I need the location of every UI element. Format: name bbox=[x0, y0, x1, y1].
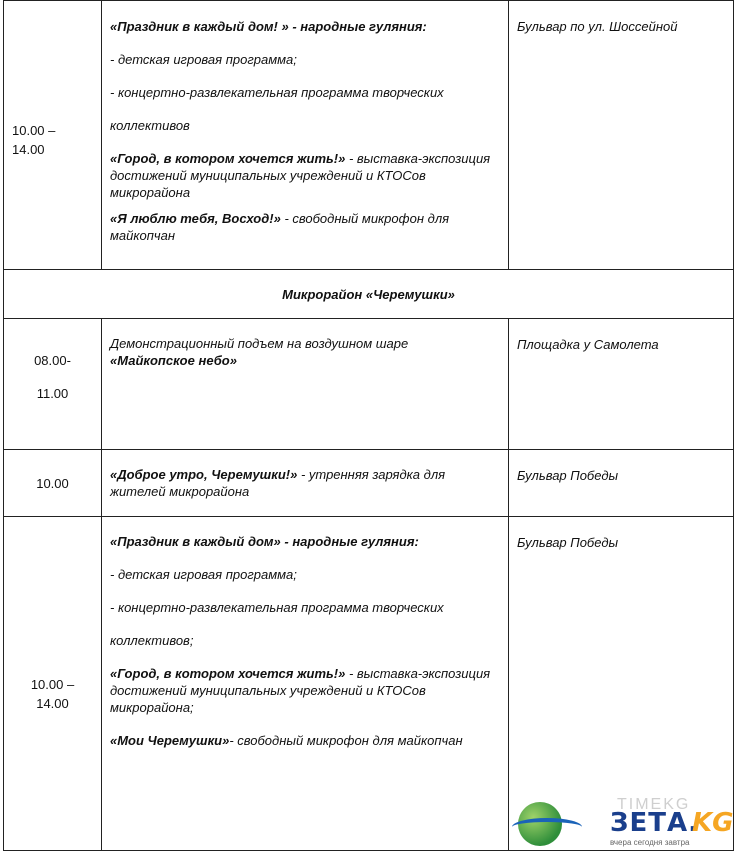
event-cell bbox=[102, 319, 509, 450]
event-title: «Город, в котором хочется жить!» bbox=[110, 151, 346, 166]
brand-suffix: KG bbox=[692, 808, 734, 838]
event-desc: - выставка-экспозиция достижений муниципальных учреждений и КТОСов микрорайона bbox=[110, 151, 491, 200]
event-title: «Я люблю тебя, Восход!» bbox=[110, 211, 281, 226]
schedule-row bbox=[4, 319, 734, 450]
brand-tagline: вчера сегодня завтра bbox=[610, 838, 690, 847]
section-row bbox=[4, 270, 734, 319]
schedule-row bbox=[4, 450, 734, 517]
event-line: коллективов; bbox=[110, 633, 194, 648]
ghost-watermark-text: TIMEKG bbox=[617, 796, 691, 813]
event-cell bbox=[102, 517, 509, 851]
event-cell bbox=[102, 450, 509, 517]
place-cell: Бульвар по ул. Шоссейной bbox=[509, 1, 734, 270]
event-title: «Праздник в каждый дом» - народные гуляния: bbox=[110, 534, 419, 549]
event-cell bbox=[102, 1, 509, 270]
event-line: - концертно-развлекательная программа творческих bbox=[110, 85, 444, 100]
place-cell: Бульвар Победы bbox=[509, 450, 734, 517]
time-end: 14.00 bbox=[12, 142, 45, 157]
event-line: - концертно-развлекательная программа творческих bbox=[110, 600, 444, 615]
time-cell bbox=[4, 450, 102, 517]
schedule-table bbox=[3, 0, 734, 851]
event-desc: - свободный микрофон для майкопчан bbox=[229, 733, 463, 748]
event-line: - детская игровая программа; bbox=[110, 52, 297, 67]
swoosh-icon bbox=[512, 818, 582, 836]
event-desc: - свободный микрофон для майкопчан bbox=[110, 211, 450, 243]
event-line: коллективов bbox=[110, 118, 190, 133]
time-end: 14.00 bbox=[36, 695, 69, 711]
brand-name: ЗЕТА. bbox=[610, 808, 699, 838]
schedule-row bbox=[4, 1, 734, 270]
time-end: 11.00 bbox=[36, 386, 69, 401]
time-start: 10.00 – bbox=[12, 123, 56, 138]
event-desc: Демонстрационный подъем на воздушном шаре bbox=[110, 336, 409, 351]
time-start: 08.00- bbox=[34, 353, 71, 368]
time-cell bbox=[4, 517, 102, 851]
time-start: 10.00 – bbox=[30, 676, 75, 692]
event-title: «Майкопское небо» bbox=[110, 353, 237, 368]
site-watermark bbox=[512, 798, 734, 850]
time-cell bbox=[4, 1, 102, 270]
event-desc: - утренняя зарядка для жителей микрорайона bbox=[110, 467, 446, 499]
event-title: «Мои Черемушки» bbox=[110, 733, 230, 748]
place-cell: Бульвар Победы bbox=[509, 517, 734, 851]
event-title: «Доброе утро, Черемушки!» bbox=[110, 467, 298, 482]
time-cell bbox=[4, 319, 102, 450]
place-cell: Площадка у Самолета bbox=[509, 319, 734, 450]
event-desc: - выставка-экспозиция достижений муниципальных учреждений и КТОСов микрорайона; bbox=[110, 666, 491, 715]
section-title: Микрорайон «Черемушки» bbox=[4, 270, 734, 319]
time-start: 10.00 bbox=[36, 475, 69, 491]
event-line: - детская игровая программа; bbox=[110, 567, 297, 582]
event-title: «Праздник в каждый дом! » - народные гуляния: bbox=[110, 19, 427, 34]
event-title: «Город, в котором хочется жить!» bbox=[110, 666, 346, 681]
